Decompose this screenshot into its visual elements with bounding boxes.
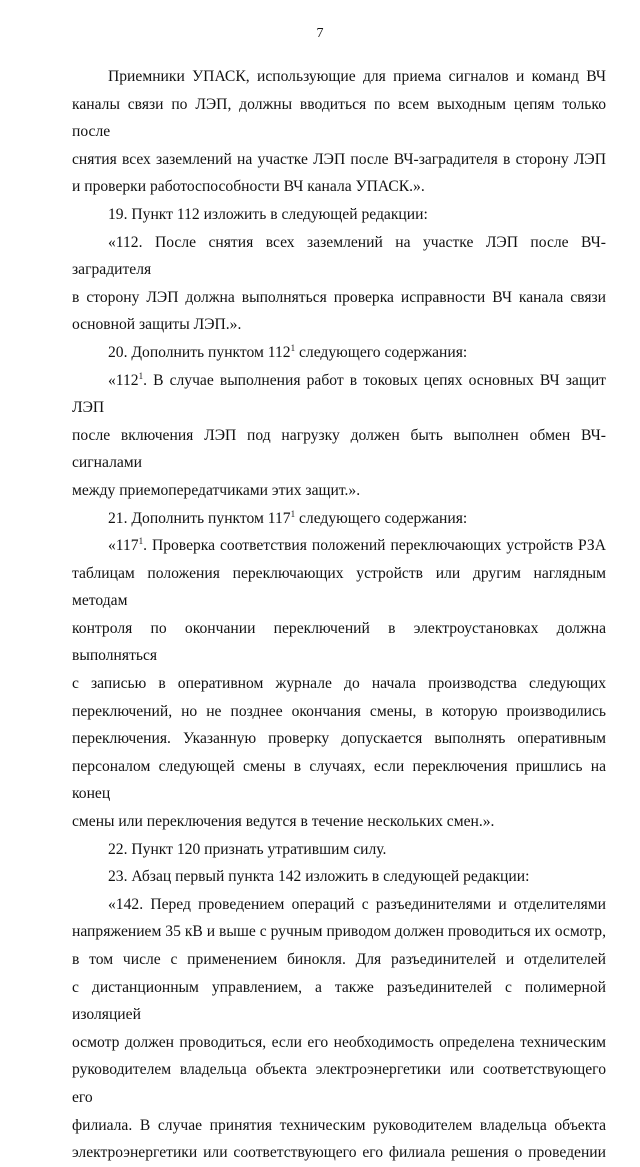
paragraph-item-20	[72, 339, 606, 367]
superscript: 1	[138, 535, 144, 546]
paragraph-point-117-1-end	[72, 808, 606, 836]
text-line: 22. Пункт 120 признать утратившим силу.	[108, 840, 387, 858]
paragraph-point-117-1	[72, 532, 606, 808]
text-line: и проверки работоспособности ВЧ канала УПАСК.».	[72, 178, 425, 196]
text-line: с записью в оперативном журнале до начала производства следующих	[72, 675, 606, 693]
paragraph-item-19	[72, 201, 606, 229]
text-line: Приемники УПАСК, использующие для приема сигналов и команд ВЧ	[108, 68, 606, 85]
paragraph-item-22	[72, 836, 606, 864]
paragraph-point-112	[72, 229, 606, 312]
text-line: каналы связи по ЛЭП, должны вводиться по всем выходным цепям только после	[72, 95, 606, 141]
paragraph-point-112-end	[72, 311, 606, 339]
paragraph-item-23	[72, 863, 606, 891]
superscript: 1	[138, 370, 144, 381]
text-line: переключения. Указанную проверку допускается выполнять оперативным	[72, 730, 606, 748]
text-fragment: 20. Дополнить пунктом 112	[108, 343, 291, 361]
text-line: «112. После снятия всех заземлений на участке ЛЭП после ВЧ-заградителя	[72, 233, 606, 279]
text-fragment: следующего содержания:	[295, 509, 468, 527]
text-line: осмотр должен проводиться, если его необходимость определена техническим	[72, 1033, 606, 1051]
text-line: «142. Перед проведением операций с разъединителями и отделителями	[108, 895, 606, 913]
text-line: в том числе с применением бинокля. Для разъединителей и отделителей	[72, 951, 606, 968]
text-line: филиала. В случае принятия техническим руководителем владельца объекта	[72, 1116, 606, 1134]
text-line	[72, 367, 606, 422]
superscript: 1	[290, 508, 296, 519]
text-line	[72, 532, 606, 560]
paragraph-point-142	[72, 891, 606, 1167]
text-line: в сторону ЛЭП должна выполняться проверка исправности ВЧ канала связи	[72, 288, 606, 306]
text-line: напряжением 35 кВ и выше с ручным приводом должен проводиться их осмотр,	[72, 923, 606, 941]
text-line: снятия всех заземлений на участке ЛЭП после ВЧ-заградителя в сторону ЛЭП	[72, 150, 606, 168]
superscript: 1	[290, 342, 296, 353]
paragraph-upask-receivers	[72, 63, 606, 173]
text-fragment: . Проверка соответствия положений переключающих устройств РЗА	[143, 537, 606, 555]
text-line: руководителем владельца объекта электроэнергетики или соответствующего его	[72, 1061, 606, 1106]
text-line: таблицам положения переключающих устройств или другим наглядным методам	[72, 564, 606, 610]
paragraph-point-112-1	[72, 367, 606, 477]
text-line: электроэнергетики или соответствующего его филиала решения о проведении	[72, 1144, 606, 1162]
text-fragment: «117	[108, 537, 139, 555]
text-line: переключений, но не позднее окончания смены, в которую производились	[72, 702, 606, 720]
paragraph-point-112-1-end	[72, 477, 606, 505]
text-line: 19. Пункт 112 изложить в следующей редакции:	[108, 205, 428, 223]
document-body	[72, 63, 606, 1167]
text-line: 23. Абзац первый пункта 142 изложить в следующей редакции:	[108, 868, 530, 886]
text-line: смены или переключения ведутся в течение нескольких смен.».	[72, 813, 495, 831]
text-fragment: «112	[108, 371, 139, 389]
text-fragment: следующего содержания:	[295, 343, 468, 361]
text-fragment: . В случае выполнения работ в токовых цепях основных ВЧ защит ЛЭП	[72, 371, 606, 417]
paragraph-item-21	[72, 505, 606, 533]
paragraph-upask-receivers-end	[72, 173, 606, 201]
text-line: с дистанционным управлением, а также разъединителей с полимерной изоляцией	[72, 978, 606, 1024]
page-number: 7	[316, 26, 324, 41]
text-fragment: 21. Дополнить пунктом 117	[108, 509, 291, 527]
text-line: персоналом следующей смены в случаях, если переключения пришлись на конец	[72, 757, 606, 803]
text-line: между приемопередатчиками этих защит.».	[72, 481, 361, 499]
text-line: после включения ЛЭП под нагрузку должен быть выполнен обмен ВЧ-сигналами	[72, 426, 606, 472]
text-line: контроля по окончании переключений в электроустановках должна выполняться	[72, 619, 606, 665]
text-line: основной защиты ЛЭП.».	[72, 316, 242, 334]
